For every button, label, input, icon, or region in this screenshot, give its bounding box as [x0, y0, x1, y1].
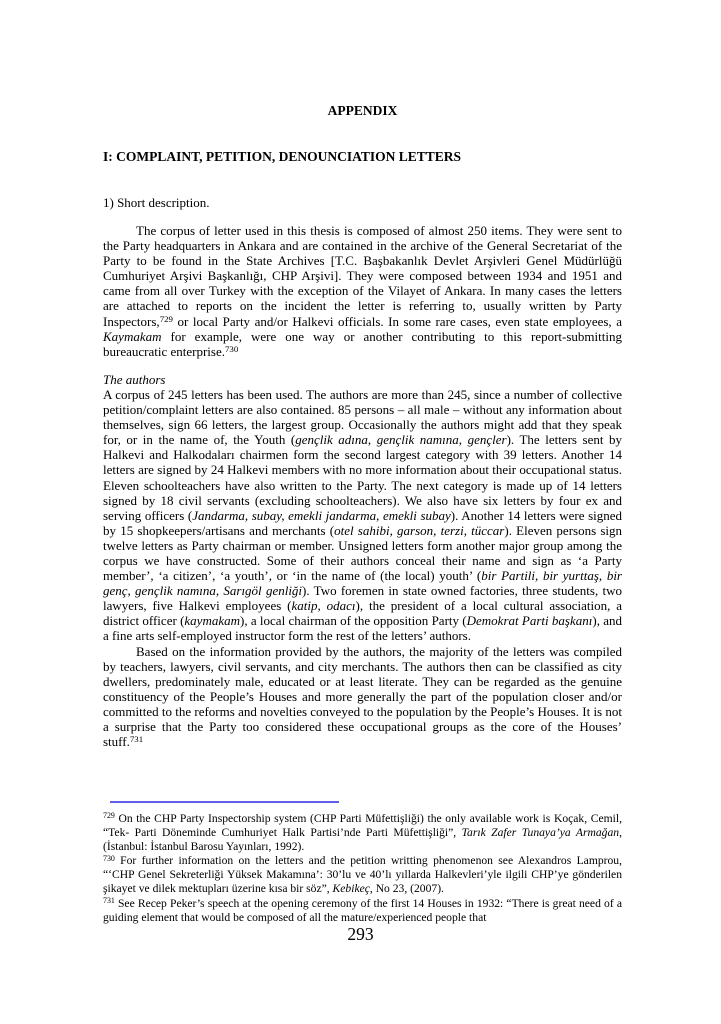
- appendix-title: APPENDIX: [327, 103, 398, 118]
- footnote-731: [103, 897, 622, 925]
- section-heading: I: COMPLAINT, PETITION, DENOUNCIATION LETTERS: [103, 149, 462, 164]
- footnote-number: 729: [103, 811, 115, 821]
- footnote-text: For further information on the letters and the petition writting phenomenon see Alexandros Lamprou, “‘CHP Genel Sekreterliği Yüksek Makamına’: 30’lu ve 40’lı yıllarda Halkevleri’yle ilgili CHP’ye gönderilen şikayet ve dilek mektupları üzerine kısa bir söz”, Kebikeç, No 23, (2007).: [103, 854, 622, 896]
- footnote-separator-line: [110, 801, 339, 803]
- footnote-number: 731: [103, 896, 115, 906]
- footnote-number: 730: [103, 853, 115, 863]
- footnote-730: [103, 854, 622, 896]
- paragraph-authors-classification: Based on the information provided by the authors, the majority of the letters was compiled by teachers, lawyers, civil servants, and city merchants. The authors then can be classified as city dwellers, predominately male, educated or at least literate. They can be regarded as the genuine constituency of the People’s Houses and more generally the part of the population closer and/or committed to the reforms and novelties conveyed to the population by the People’s Houses. It is not a surprise that the Party too considered these occupational groups as the core of the Houses’ stuff.$^{731}$: [103, 643, 622, 750]
- footnote-text: See Recep Peker’s speech at the opening ceremony of the first 14 Houses in 1932: “There is great need of a guiding element that would be composed of all the mature/experienced people that: [103, 896, 622, 924]
- footnote-text: On the CHP Party Inspectorship system (CHP Parti Müfettişliği) the only available work is Koçak, Cemil, “Tek- Parti Döneminde Cumhuriyet Halk Partisi’nde Parti Müfettişliği”, Tarık Zafer Tunaya’ya Armağan, (İstanbul: İstanbul Barosu Yayınları, 1992).: [103, 812, 623, 854]
- paragraph-authors-breakdown: A corpus of 245 letters has been used. The authors are more than 245, since a number of collective petition/complaint letters are also contained. 85 persons – all male – without any information about themselves, sign 66 letters, the largest group. Occasionally the authors might add that they speak for, or in the name of, the Youth (gençlik adına, gençlik namına, gençler). The letters sent by Halkevi and Halkodaları chairmen form the second largest category with 39 letters. Another 14 letters are signed by 24 Halkevi members with no more information about their occupational status. Eleven schoolteachers have also written to the Party. The next category is made up of 14 letters signed by 18 civil servants (excluding schoolteachers). We also have six letters by four ex and serving officers (Jandarma, subay, emekli jandarma, emekli subay). Another 14 letters were signed by 15 shopkeepers/artisans and merchants (otel sahibi, garson, terzi, tüccar). Eleven persons sign twelve letters as Party chairman or member. Unsigned letters form another major group among the corpus we have constructed. Some of their authors conceal their name and sign as ‘a Party member’, ‘a citizen’, ‘a youth’, or ‘in the name of (the local) youth’ (bir Partili, bir yurttaş, bir genç, gençlik namına, Sarıgöl genliği). Two foremen in state owned factories, three students, two lawyers, five Halkevi employees (katip, odacı), the president of a local cultural association, a district officer (kaymakam), a local chairman of the opposition Party (Demokrat Parti başkanı), and a fine arts self-employed instructor form the rest of the letters’ authors.: [103, 386, 623, 644]
- page-number: 293: [347, 924, 374, 944]
- body-text: [103, 223, 622, 749]
- short-description-label: 1) Short description.: [103, 195, 210, 210]
- paragraph-corpus-description: The corpus of letter used in this thesis is composed of almost 250 items. They were sent to the Party headquarters in Ankara and are contained in the archive of the General Secretariat of the Party to be found in the State Archives [T.C. Başbakanlık Devlet Arşivleri Genel Müdürlüğü Cumhuriyet Arşivi Başkanlığı, CHP Arşivi]. They were composed between 1934 and 1951 and came from all over Turkey with the exception of the Vilayet of Ankara. In many cases the letters are attached to reports on the incident the letter is referring to, usually written by Party Inspectors,$^{729}$ or local Party and/or Halkevi officials. In some rare cases, even state employees, a Kaymakam for example, were one way or another contributing to this report-submitting bureaucratic enterprise.$^{730}$: [103, 223, 622, 359]
- authors-section-label: The authors: [103, 371, 166, 387]
- footnote-area: [103, 797, 622, 925]
- footnote-729: [103, 812, 622, 854]
